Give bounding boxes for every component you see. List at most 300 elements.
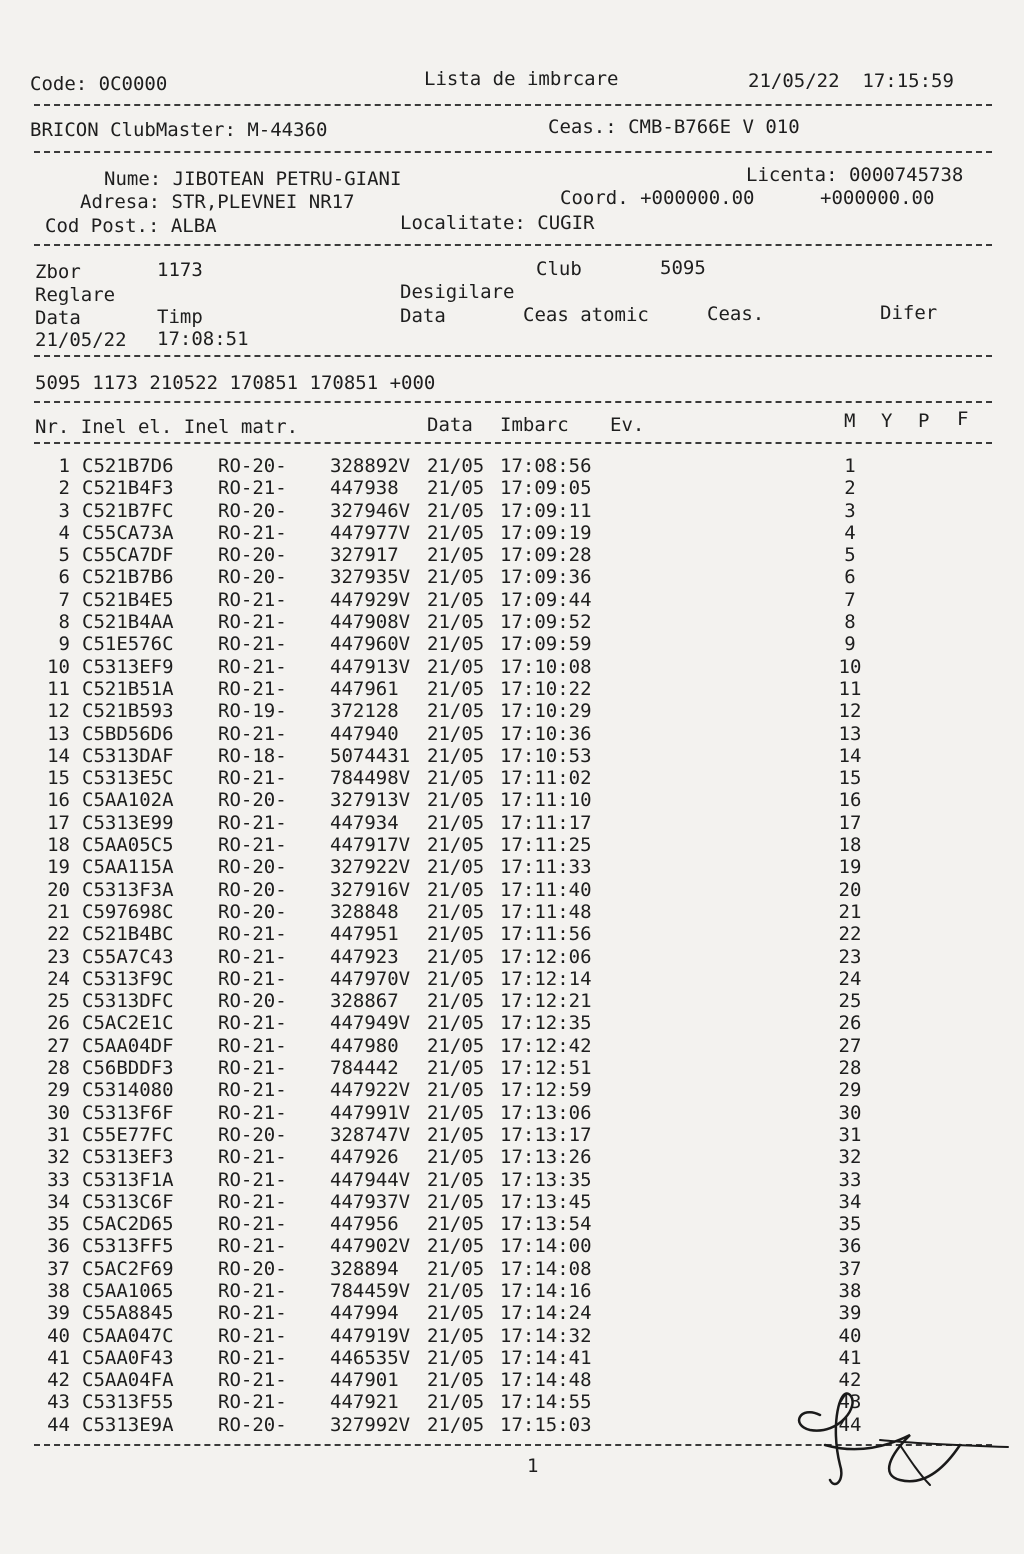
- position-m: 8: [844, 611, 856, 634]
- table-row: [0, 834, 1024, 856]
- row-number: 3: [58, 499, 70, 522]
- table-row: [0, 1169, 1024, 1191]
- ring-prefix: RO-21-: [218, 677, 287, 700]
- row-number: 2: [58, 477, 70, 500]
- table-row: [0, 633, 1024, 655]
- electronic-ring: C597698C: [82, 900, 174, 923]
- row-number: 14: [47, 744, 70, 767]
- ring-prefix: RO-21-: [218, 1190, 287, 1213]
- row-number: 12: [47, 700, 70, 723]
- electronic-ring: C5313EF3: [82, 1146, 174, 1169]
- electronic-ring: C55A7C43: [82, 945, 174, 968]
- boarding-time: 17:10:29: [500, 700, 592, 723]
- boarding-date: 21/05: [427, 856, 485, 879]
- boarding-time: 17:14:16: [500, 1279, 592, 1302]
- boarding-time: 17:08:56: [500, 455, 592, 477]
- ring-number: 447970V: [330, 967, 411, 990]
- ring-prefix: RO-20-: [218, 856, 287, 879]
- column-header-date: Data: [427, 414, 473, 436]
- boarding-time: 17:14:00: [500, 1235, 592, 1258]
- ring-number: 327992V: [330, 1413, 411, 1436]
- boarding-date: 21/05: [427, 700, 485, 723]
- boarding-time: 17:14:32: [500, 1324, 592, 1347]
- position-m: 31: [838, 1123, 862, 1146]
- row-number: 32: [47, 1146, 70, 1169]
- ring-number: 447926: [330, 1146, 399, 1169]
- ring-prefix: RO-21-: [218, 1302, 287, 1325]
- electronic-ring: C5AA04DF: [82, 1034, 174, 1057]
- electronic-ring: C5AA0F43: [82, 1346, 174, 1369]
- boarding-date: 21/05: [427, 566, 485, 589]
- ring-prefix: RO-21-: [218, 477, 287, 500]
- table-row: [0, 1035, 1024, 1057]
- position-m: 24: [838, 967, 862, 990]
- boarding-time: 17:13:54: [500, 1213, 592, 1236]
- ring-number: 447917V: [330, 834, 411, 857]
- divider: [34, 401, 992, 403]
- position-m: 28: [838, 1057, 862, 1080]
- boarding-date: 21/05: [427, 633, 485, 656]
- electronic-ring: C5BD56D6: [82, 722, 174, 745]
- ring-number: 784442: [330, 1057, 399, 1080]
- electronic-ring: C5AA115A: [82, 856, 174, 879]
- ring-number: 447938: [330, 477, 399, 500]
- ring-prefix: RO-21-: [218, 1279, 287, 1302]
- row-number: 33: [47, 1168, 70, 1191]
- ring-number: 784459V: [330, 1279, 411, 1302]
- ring-number: 327916V: [330, 878, 411, 901]
- boarding-date: 21/05: [427, 834, 485, 857]
- ring-prefix: RO-21-: [218, 1168, 287, 1191]
- row-number: 4: [58, 521, 70, 544]
- position-m: 23: [838, 945, 862, 968]
- row-number: 11: [47, 677, 70, 700]
- ring-prefix: RO-21-: [218, 834, 287, 857]
- position-m: 9: [844, 633, 856, 656]
- table-row: [0, 1258, 1024, 1280]
- position-m: 41: [838, 1346, 862, 1369]
- ring-number: 327935V: [330, 566, 411, 589]
- row-number: 35: [47, 1213, 70, 1236]
- table-row: [0, 856, 1024, 878]
- table-row: [0, 1079, 1024, 1101]
- position-m: 33: [838, 1168, 862, 1191]
- boarding-date: 21/05: [427, 990, 485, 1013]
- electronic-ring: C5AC2D65: [82, 1213, 174, 1236]
- column-header-boarding: Imbarc: [500, 414, 569, 436]
- boarding-time: 17:12:14: [500, 967, 592, 990]
- row-number: 17: [47, 811, 70, 834]
- ring-prefix: RO-20-: [218, 1123, 287, 1146]
- ring-number: 447991V: [330, 1101, 411, 1124]
- boarding-time: 17:11:56: [500, 923, 592, 946]
- ring-number: 784498V: [330, 767, 411, 790]
- table-row: [0, 1102, 1024, 1124]
- ring-prefix: RO-20-: [218, 499, 287, 522]
- electronic-ring: C5313DFC: [82, 990, 174, 1013]
- ring-prefix: RO-20-: [218, 1257, 287, 1280]
- position-m: 3: [844, 499, 856, 522]
- boarding-time: 17:12:06: [500, 945, 592, 968]
- boarding-time: 17:13:17: [500, 1123, 592, 1146]
- electronic-ring: C5313FF5: [82, 1235, 174, 1258]
- boarding-date: 21/05: [427, 499, 485, 522]
- ring-number: 446535V: [330, 1346, 411, 1369]
- boarding-time: 17:12:21: [500, 990, 592, 1013]
- table-row: [0, 589, 1024, 611]
- boarding-time: 17:15:03: [500, 1413, 592, 1436]
- ring-prefix: RO-21-: [218, 767, 287, 790]
- boarding-date: 21/05: [427, 1057, 485, 1080]
- row-number: 30: [47, 1101, 70, 1124]
- ring-number: 327917: [330, 544, 399, 567]
- position-m: 21: [838, 900, 862, 923]
- flight-number: 1173: [157, 259, 203, 281]
- boarding-date: 21/05: [427, 1146, 485, 1169]
- table-row: [0, 522, 1024, 544]
- boarding-date: 21/05: [427, 1346, 485, 1369]
- position-m: 25: [838, 990, 862, 1013]
- row-number: 39: [47, 1302, 70, 1325]
- table-row: [0, 1302, 1024, 1324]
- table-row: [0, 1280, 1024, 1302]
- row-number: 44: [47, 1413, 70, 1436]
- boarding-time: 17:11:02: [500, 767, 592, 790]
- boarding-time: 17:14:08: [500, 1257, 592, 1280]
- boarding-time: 17:11:40: [500, 878, 592, 901]
- boarding-date: 21/05: [427, 900, 485, 923]
- position-m: 35: [838, 1213, 862, 1236]
- ring-number: 447913V: [330, 655, 411, 678]
- ring-prefix: RO-18-: [218, 744, 287, 767]
- license-number: Licenta: 0000745738: [746, 164, 964, 186]
- electronic-ring: C5AA1065: [82, 1279, 174, 1302]
- ring-number: 447951: [330, 923, 399, 946]
- boarding-time: 17:10:08: [500, 655, 592, 678]
- boarding-time: 17:10:53: [500, 744, 592, 767]
- boarding-date: 21/05: [427, 744, 485, 767]
- boarding-date: 21/05: [427, 1123, 485, 1146]
- row-number: 23: [47, 945, 70, 968]
- coordinates-value-2: +000000.00: [820, 187, 935, 209]
- electronic-ring: C5313F3A: [82, 878, 174, 901]
- position-m: 11: [838, 677, 862, 700]
- row-number: 5: [58, 544, 70, 567]
- row-number: 13: [47, 722, 70, 745]
- electronic-ring: C5314080: [82, 1079, 174, 1102]
- atomic-clock-label: Ceas atomic: [523, 304, 649, 326]
- electronic-ring: C521B7FC: [82, 499, 174, 522]
- ring-number: 447994: [330, 1302, 399, 1325]
- boarding-date: 21/05: [427, 789, 485, 812]
- ring-prefix: RO-21-: [218, 1057, 287, 1080]
- boarding-time: 17:11:17: [500, 811, 592, 834]
- table-row: [0, 789, 1024, 811]
- position-m: 10: [838, 655, 862, 678]
- boarding-date: 21/05: [427, 1168, 485, 1191]
- row-number: 9: [58, 633, 70, 656]
- ring-number: 328848: [330, 900, 399, 923]
- boarding-date: 21/05: [427, 1213, 485, 1236]
- row-number: 21: [47, 900, 70, 923]
- boarding-time: 17:10:22: [500, 677, 592, 700]
- setting-time-label: Timp: [157, 306, 203, 328]
- ring-number: 447921: [330, 1391, 399, 1414]
- ring-prefix: RO-20-: [218, 544, 287, 567]
- ring-number: 327913V: [330, 789, 411, 812]
- electronic-ring: C51E576C: [82, 633, 174, 656]
- table-row: [0, 477, 1024, 499]
- electronic-ring: C521B7B6: [82, 566, 174, 589]
- boarding-date: 21/05: [427, 945, 485, 968]
- column-header-p: P: [918, 410, 930, 432]
- ring-prefix: RO-21-: [218, 945, 287, 968]
- boarding-time: 17:09:28: [500, 544, 592, 567]
- table-row: [0, 767, 1024, 789]
- boarding-date: 21/05: [427, 811, 485, 834]
- boarding-time: 17:09:19: [500, 521, 592, 544]
- position-m: 18: [838, 834, 862, 857]
- ring-prefix: RO-20-: [218, 455, 287, 477]
- ring-number: 447934: [330, 811, 399, 834]
- position-m: 17: [838, 811, 862, 834]
- ring-prefix: RO-19-: [218, 700, 287, 723]
- owner-name: Nume: JIBOTEAN PETRU-GIANI: [104, 168, 402, 190]
- boarding-time: 17:14:48: [500, 1369, 592, 1392]
- boarding-time: 17:12:59: [500, 1079, 592, 1102]
- position-m: 34: [838, 1190, 862, 1213]
- ring-number: 447949V: [330, 1012, 411, 1035]
- ring-prefix: RO-21-: [218, 1012, 287, 1035]
- electronic-ring: C521B4F3: [82, 477, 174, 500]
- ring-prefix: RO-21-: [218, 1034, 287, 1057]
- position-m: 44: [838, 1413, 862, 1436]
- position-m: 2: [844, 477, 856, 500]
- divider: [34, 355, 992, 357]
- row-number: 24: [47, 967, 70, 990]
- row-number: 27: [47, 1034, 70, 1057]
- ring-number: 447960V: [330, 633, 411, 656]
- divider: [34, 442, 992, 444]
- clock-label: Ceas.: CMB-B766E V 010: [548, 116, 800, 138]
- boarding-date: 21/05: [427, 1324, 485, 1347]
- column-header-ev: Ev.: [610, 414, 645, 436]
- ring-prefix: RO-20-: [218, 900, 287, 923]
- flight-label: Zbor: [35, 261, 81, 283]
- print-datetime: 21/05/22 17:15:59: [748, 70, 954, 92]
- electronic-ring: C5AA04FA: [82, 1369, 174, 1392]
- setting-time-value: 17:08:51: [157, 328, 249, 350]
- owner-address: Adresa: STR,PLEVNEI NR17: [80, 191, 355, 213]
- boarding-time: 17:11:25: [500, 834, 592, 857]
- position-m: 4: [844, 521, 856, 544]
- locality: Localitate: CUGIR: [400, 212, 595, 234]
- position-m: 39: [838, 1302, 862, 1325]
- position-m: 5: [844, 544, 856, 567]
- ring-number: 327922V: [330, 856, 411, 879]
- electronic-ring: C521B4E5: [82, 588, 174, 611]
- row-number: 38: [47, 1279, 70, 1302]
- boarding-time: 17:09:52: [500, 611, 592, 634]
- ring-number: 447956: [330, 1213, 399, 1236]
- position-m: 42: [838, 1369, 862, 1392]
- boarding-date: 21/05: [427, 477, 485, 500]
- boarding-date: 21/05: [427, 967, 485, 990]
- boarding-date: 21/05: [427, 1034, 485, 1057]
- column-header-m: M: [844, 410, 856, 432]
- table-row: [0, 901, 1024, 923]
- table-row: [0, 700, 1024, 722]
- ring-prefix: RO-21-: [218, 1079, 287, 1102]
- electronic-ring: C5AA05C5: [82, 834, 174, 857]
- row-number: 25: [47, 990, 70, 1013]
- table-row: [0, 946, 1024, 968]
- coordinates-label: Coord. +000000.00: [560, 187, 755, 209]
- boarding-date: 21/05: [427, 1279, 485, 1302]
- table-row: [0, 656, 1024, 678]
- table-row: [0, 611, 1024, 633]
- boarding-date: 21/05: [427, 1101, 485, 1124]
- electronic-ring: C521B51A: [82, 677, 174, 700]
- divider: [34, 244, 992, 246]
- row-number: 1: [58, 455, 70, 477]
- electronic-ring: C56BDDF3: [82, 1057, 174, 1080]
- ring-prefix: RO-21-: [218, 1346, 287, 1369]
- electronic-ring: C55A8845: [82, 1302, 174, 1325]
- table-row: [0, 723, 1024, 745]
- table-row: [0, 1012, 1024, 1034]
- setting-date-value: 21/05/22: [35, 329, 127, 351]
- row-number: 15: [47, 767, 70, 790]
- ring-number: 5074431: [330, 744, 411, 767]
- electronic-ring: C521B4BC: [82, 923, 174, 946]
- ring-number: 447919V: [330, 1324, 411, 1347]
- row-number: 42: [47, 1369, 70, 1392]
- ring-prefix: RO-21-: [218, 1235, 287, 1258]
- ring-number: 328894: [330, 1257, 399, 1280]
- ring-prefix: RO-21-: [218, 611, 287, 634]
- table-row: [0, 879, 1024, 901]
- electronic-ring: C5313F9C: [82, 967, 174, 990]
- boarding-time: 17:09:44: [500, 588, 592, 611]
- ring-prefix: RO-21-: [218, 655, 287, 678]
- position-m: 38: [838, 1279, 862, 1302]
- setting-date-label: Data: [35, 307, 81, 329]
- row-number: 36: [47, 1235, 70, 1258]
- ring-prefix: RO-21-: [218, 1324, 287, 1347]
- row-number: 29: [47, 1079, 70, 1102]
- ring-number: 372128: [330, 700, 399, 723]
- table-row: [0, 1347, 1024, 1369]
- boarding-time: 17:13:35: [500, 1168, 592, 1191]
- table-row: [0, 1146, 1024, 1168]
- boarding-time: 17:09:59: [500, 633, 592, 656]
- position-m: 26: [838, 1012, 862, 1035]
- electronic-ring: C5AC2F69: [82, 1257, 174, 1280]
- postal-code: Cod Post.: ALBA: [45, 215, 217, 237]
- ring-prefix: RO-21-: [218, 722, 287, 745]
- boarding-time: 17:09:05: [500, 477, 592, 500]
- table-row: [0, 678, 1024, 700]
- boarding-date: 21/05: [427, 1257, 485, 1280]
- electronic-ring: C5313E99: [82, 811, 174, 834]
- boarding-date: 21/05: [427, 878, 485, 901]
- setting-label: Reglare: [35, 284, 116, 306]
- ring-prefix: RO-21-: [218, 967, 287, 990]
- electronic-ring: C5AA102A: [82, 789, 174, 812]
- unsealing-date-label: Data: [400, 305, 446, 327]
- ring-number: 447923: [330, 945, 399, 968]
- boarding-date: 21/05: [427, 455, 485, 477]
- boarding-time: 17:14:55: [500, 1391, 592, 1414]
- table-row: [0, 1124, 1024, 1146]
- ring-prefix: RO-21-: [218, 1391, 287, 1414]
- column-header-y: Y: [881, 410, 893, 432]
- handwritten-signature-icon: [780, 1385, 1010, 1495]
- ring-number: 328867: [330, 990, 399, 1013]
- ring-prefix: RO-21-: [218, 1213, 287, 1236]
- ring-prefix: RO-20-: [218, 789, 287, 812]
- boarding-time: 17:11:10: [500, 789, 592, 812]
- ring-number: 447961: [330, 677, 399, 700]
- boarding-date: 21/05: [427, 1235, 485, 1258]
- ring-number: 328892V: [330, 455, 411, 477]
- ring-prefix: RO-20-: [218, 990, 287, 1013]
- position-m: 22: [838, 923, 862, 946]
- boarding-date: 21/05: [427, 677, 485, 700]
- ring-prefix: RO-21-: [218, 923, 287, 946]
- boarding-date: 21/05: [427, 655, 485, 678]
- electronic-ring: C5313F1A: [82, 1168, 174, 1191]
- clock-column-label: Ceas.: [707, 303, 765, 325]
- table-row: [0, 745, 1024, 767]
- boarding-date: 21/05: [427, 588, 485, 611]
- row-number: 22: [47, 923, 70, 946]
- boarding-time: 17:09:36: [500, 566, 592, 589]
- position-m: 37: [838, 1257, 862, 1280]
- club-master-label: BRICON ClubMaster: M-44360: [30, 119, 328, 141]
- ring-prefix: RO-21-: [218, 633, 287, 656]
- boarding-time: 17:12:51: [500, 1057, 592, 1080]
- position-m: 20: [838, 878, 862, 901]
- club-number: 5095: [660, 257, 706, 279]
- position-m: 29: [838, 1079, 862, 1102]
- boarding-date: 21/05: [427, 1369, 485, 1392]
- boarding-date: 21/05: [427, 544, 485, 567]
- boarding-date: 21/05: [427, 923, 485, 946]
- row-number: 16: [47, 789, 70, 812]
- table-row: [0, 1057, 1024, 1079]
- electronic-ring: C521B593: [82, 700, 174, 723]
- boarding-list: [0, 455, 1024, 1436]
- boarding-time: 17:10:36: [500, 722, 592, 745]
- table-row: [0, 566, 1024, 588]
- boarding-date: 21/05: [427, 521, 485, 544]
- position-m: 19: [838, 856, 862, 879]
- boarding-time: 17:13:26: [500, 1146, 592, 1169]
- boarding-time: 17:12:35: [500, 1012, 592, 1035]
- row-number: 34: [47, 1190, 70, 1213]
- row-number: 20: [47, 878, 70, 901]
- electronic-ring: C5313EF9: [82, 655, 174, 678]
- electronic-ring: C5AA047C: [82, 1324, 174, 1347]
- divider: [34, 104, 992, 106]
- electronic-ring: C5AC2E1C: [82, 1012, 174, 1035]
- table-row: [0, 1191, 1024, 1213]
- position-m: 7: [844, 588, 856, 611]
- ring-prefix: RO-21-: [218, 521, 287, 544]
- table-row: [0, 1325, 1024, 1347]
